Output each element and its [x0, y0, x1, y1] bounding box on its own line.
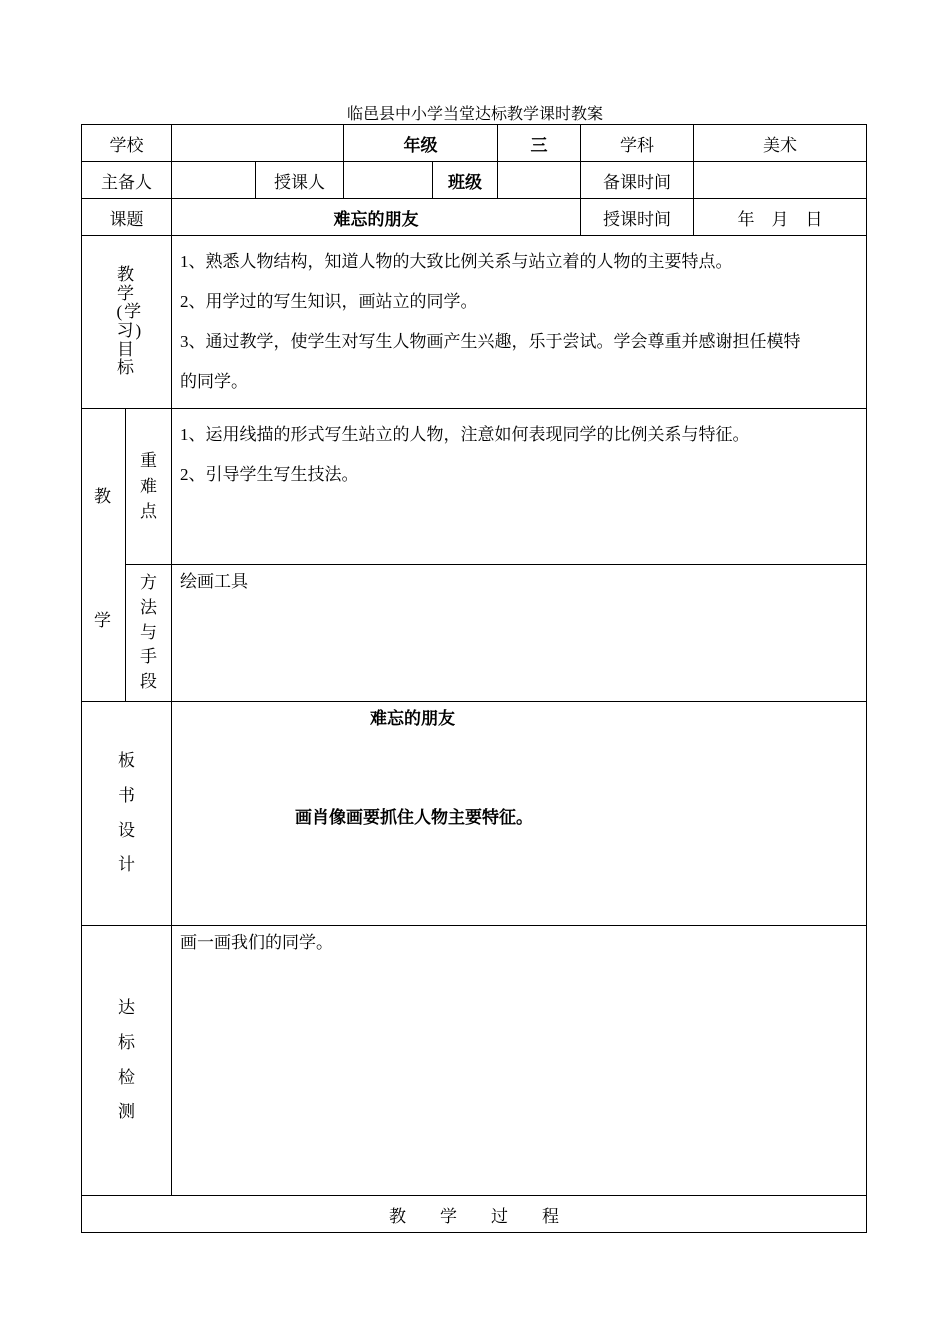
- prep-time-value: [693, 161, 867, 199]
- objective-item: 1、熟悉人物结构，知道人物的大致比例关系与站立着的人物的主要特点。: [180, 252, 733, 271]
- teaching-label-cell: [81, 408, 126, 702]
- test-label-cell: [81, 925, 172, 1196]
- board-label: 板书设计: [118, 750, 135, 875]
- method-content: [171, 564, 867, 702]
- prep-time-label: 备课时间: [580, 161, 694, 199]
- board-text: 画肖像画要抓住人物主要特征。: [295, 808, 533, 827]
- teacher-label: 授课人: [255, 161, 344, 199]
- subject-label: 学科: [580, 124, 694, 162]
- class-label: 班级: [432, 161, 498, 199]
- teaching-label-top: 教: [94, 487, 111, 506]
- key-point-item: 1、运用线描的形式写生站立的人物，注意如何表现同学的比例关系与特征。: [180, 425, 750, 444]
- key-points-label: 重难点: [140, 451, 157, 522]
- objective-item: 2、用学过的写生知识，画站立的同学。: [180, 292, 478, 311]
- method-value: 绘画工具: [180, 572, 248, 591]
- topic-label: 课题: [81, 198, 172, 236]
- lesson-time-label: 授课时间: [580, 198, 694, 236]
- topic-value: 难忘的朋友: [171, 198, 581, 236]
- teaching-label-bottom: 学: [94, 611, 111, 630]
- key-point-item: 2、引导学生写生技法。: [180, 465, 359, 484]
- key-points-label-cell: [125, 408, 172, 565]
- main-preparer-value: [171, 161, 256, 199]
- process-header: 教 学 过 程: [81, 1195, 867, 1233]
- objectives-label: 教学(学习)目标: [116, 264, 144, 378]
- key-points-content: [171, 408, 867, 565]
- test-content: [171, 925, 867, 1196]
- test-text: 画一画我们的同学。: [180, 933, 333, 952]
- document-title: 临邑县中小学当堂达标教学课时教案: [346, 106, 603, 123]
- objectives-label-cell: [81, 235, 172, 409]
- subject-value: 美术: [693, 124, 867, 162]
- school-label: 学校: [81, 124, 172, 162]
- method-label: 方法与手段: [140, 573, 157, 691]
- grade-value: 三: [497, 124, 581, 162]
- grade-label: 年级: [343, 124, 498, 162]
- main-preparer-label: 主备人: [81, 161, 172, 199]
- objective-item: 的同学。: [180, 372, 248, 391]
- class-value: [497, 161, 581, 199]
- objectives-content: [171, 235, 867, 409]
- objective-item: 3、通过教学，使学生对写生人物画产生兴趣，乐于尝试。学会尊重并感谢担任模特: [180, 332, 801, 351]
- method-label-cell: [125, 564, 172, 702]
- school-value: [171, 124, 344, 162]
- test-label: 达标检测: [118, 997, 135, 1122]
- lesson-time-value: 年 月 日: [693, 198, 867, 236]
- board-title: 难忘的朋友: [370, 709, 455, 728]
- teacher-value: [343, 161, 433, 199]
- board-label-cell: [81, 701, 172, 926]
